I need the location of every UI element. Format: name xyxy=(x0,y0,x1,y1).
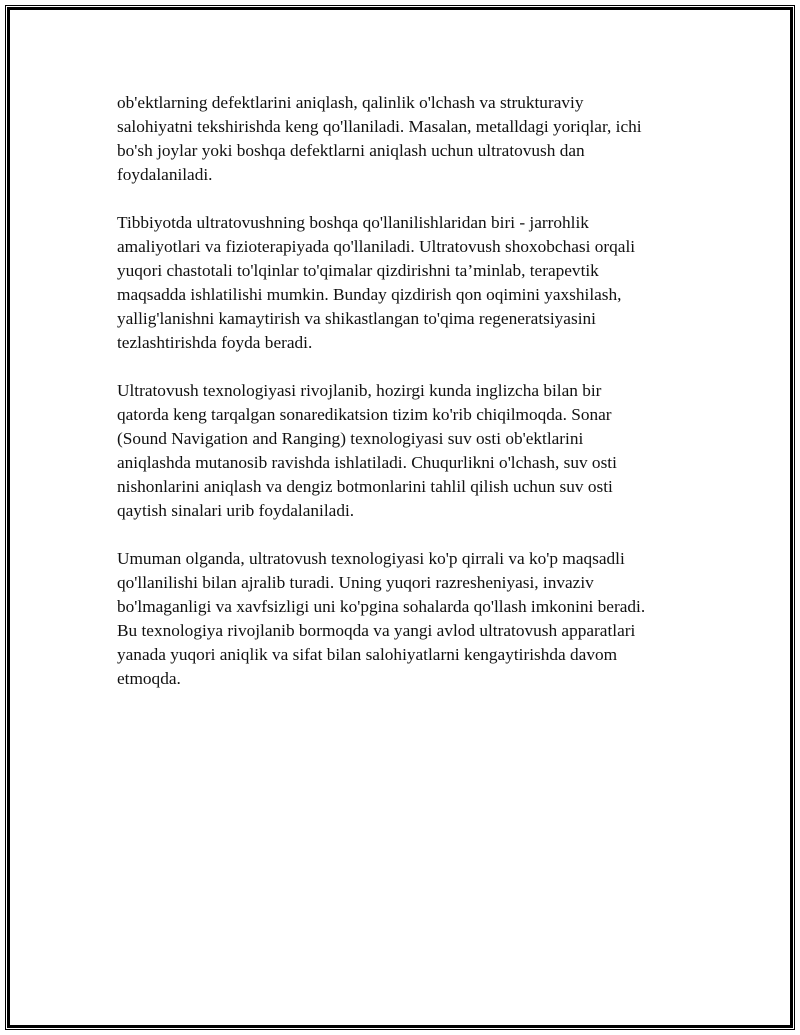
text-line: etmoqda. xyxy=(117,669,181,688)
text-line: yuqori chastotali to'lqinlar to'qimalar qizdirishni ta’minlab, terapevtik xyxy=(117,261,599,280)
text-line: nishonlarini aniqlash va dengiz botmonlarini tahlil qilish uchun suv osti xyxy=(117,477,613,496)
text-line: aniqlashda mutanosib ravishda ishlatiladi. Chuqurlikni o'lchash, suv osti xyxy=(117,453,617,472)
text-line: yallig'lanishni kamaytirish va shikastlangan to'qima regeneratsiyasini xyxy=(117,309,596,328)
text-line: (Sound Navigation and Ranging) texnologiyasi suv osti ob'ektlarini xyxy=(117,429,584,448)
text-line: amaliyotlari va fizioterapiyada qo'llaniladi. Ultratovush shoxobchasi orqali xyxy=(117,237,636,256)
text-line: maqsadda ishlatilishi mumkin. Bunday qizdirish qon oqimini yaxshilash, xyxy=(117,285,622,304)
text-line: ob'ektlarning defektlarini aniqlash, qalinlik o'lchash va strukturaviy xyxy=(117,93,584,112)
text-line: qo'llanilishi bilan ajralib turadi. Uning yuqori razresheniyasi, invaziv xyxy=(117,573,594,592)
text-line: Ultratovush texnologiyasi rivojlanib, hozirgi kunda inglizcha bilan bir xyxy=(117,381,602,400)
paragraph-1 xyxy=(117,91,717,187)
text-line: bo'sh joylar yoki boshqa defektlarni aniqlash uchun ultratovush dan xyxy=(117,141,585,160)
paragraph-2 xyxy=(117,211,717,355)
text-line: Umuman olganda, ultratovush texnologiyasi ko'p qirrali va ko'p maqsadli xyxy=(117,549,625,568)
text-line: yanada yuqori aniqlik va sifat bilan salohiyatlarni kengaytirishda davom xyxy=(117,645,618,664)
text-line: qaytish sinalari urib foydalaniladi. xyxy=(117,501,355,520)
text-line: Tibbiyotda ultratovushning boshqa qo'llanilishlaridan biri - jarrohlik xyxy=(117,213,589,232)
paragraph-3 xyxy=(117,379,717,523)
text-line: salohiyatni tekshirishda keng qo'llaniladi. Masalan, metalldagi yoriqlar, ichi xyxy=(117,117,642,136)
text-line: qatorda keng tarqalgan sonaredikatsion tizim ko'rib chiqilmoqda. Sonar xyxy=(117,405,612,424)
text-line: foydalaniladi. xyxy=(117,165,213,184)
text-line: bo'lmaganligi va xavfsizligi uni ko'pgina sohalarda qo'llash imkonini beradi. xyxy=(117,597,646,616)
paragraph-4 xyxy=(117,547,717,691)
text-line: tezlashtirishda foyda beradi. xyxy=(117,333,313,352)
text-line: Bu texnologiya rivojlanib bormoqda va yangi avlod ultratovush apparatlari xyxy=(117,621,636,640)
document-body xyxy=(117,91,717,715)
